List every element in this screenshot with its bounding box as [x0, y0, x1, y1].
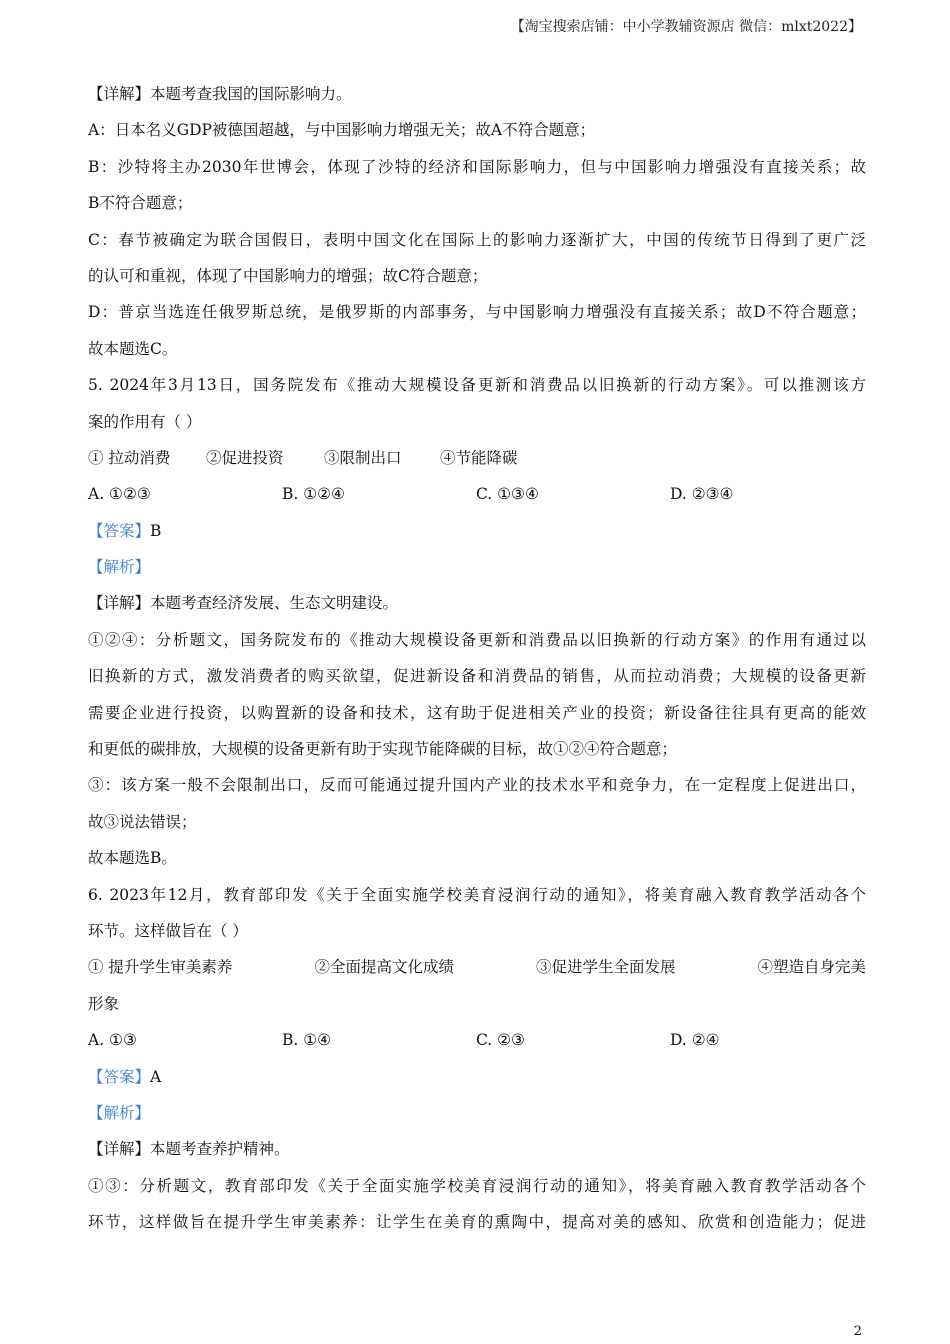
text-line: 【详解】本题考查养护精神。 [88, 1140, 290, 1159]
answer-choices [88, 1022, 866, 1058]
statement-option: ②全面提高文化成绩 [314, 958, 454, 977]
answer-label: 【答案】 [88, 521, 151, 540]
page-number: 2 [853, 1324, 862, 1339]
statement-option: ②促进投资 [206, 448, 284, 467]
text-line: B：沙特将主办2030年世博会，体现了沙特的经济和国际影响力，但与中国影响力增强没有直接关系；故 [88, 157, 866, 176]
answer-value: A [150, 1067, 162, 1086]
text-line: ①②④：分析题文，国务院发布的《推动大规模设备更新和消费品以旧换新的行动方案》的作用有通过以 [88, 630, 866, 649]
text-line: 旧换新的方式，激发消费者的购买欲望，促进新设备和消费品的销售，从而拉动消费；大规模的设备更新 [88, 667, 866, 686]
text-line: 【详解】本题考查经济发展、生态文明建设。 [88, 594, 399, 613]
text-line: 需要企业进行投资，以购置新的设备和技术，这有助于促进相关产业的投资；新设备往往具有更高的能效 [88, 703, 866, 722]
text-line: ①③：分析题文，教育部印发《关于全面实施学校美育浸润行动的通知》，将美育融入教育教学活动各个 [88, 1176, 866, 1195]
statement-option: ④节能降碳 [440, 448, 518, 467]
choice-a: A. ①②③ [88, 485, 151, 504]
choice-b: B. ①④ [282, 1031, 332, 1050]
text-line: B不符合题意； [88, 194, 193, 213]
text-line: 和更低的碳排放，大规模的设备更新有助于实现节能降碳的目标，故①②④符合题意； [88, 740, 678, 759]
text-line: C：春节被确定为联合国假日，表明中国文化在国际上的影响力逐渐扩大，中国的传统节日得到了更广泛 [88, 230, 866, 249]
answer-choices [88, 476, 866, 512]
question-stem: 5. 2024年3月13日，国务院发布《推动大规模设备更新和消费品以旧换新的行动方案》。可以推测该方 [88, 376, 866, 395]
text-line: 【详解】本题考查我国的国际影响力。 [88, 85, 352, 103]
question-stem: 6. 2023年12月，教育部印发《关于全面实施学校美育浸润行动的通知》，将美育融入教育教学活动各个 [88, 885, 866, 904]
statement-option: ③促进学生全面发展 [535, 958, 676, 977]
statement-option: ① 提升学生审美素养 [88, 958, 233, 977]
statement-options [88, 949, 866, 985]
text-line: 故本题选C。 [88, 339, 178, 358]
statement-option: ① 拉动消费 [88, 448, 171, 467]
choice-d: D. ②③④ [670, 485, 734, 504]
choice-b: B. ①②④ [282, 485, 345, 504]
analysis-label: 【解析】 [88, 1103, 151, 1122]
answer-label: 【答案】 [88, 1067, 151, 1086]
answer-line [88, 513, 866, 549]
analysis-label: 【解析】 [88, 558, 151, 577]
text-line: 的认可和重视，体现了中国影响力的增强；故C符合题意； [88, 266, 488, 285]
choice-a: A. ①③ [88, 1031, 137, 1050]
text-line: 故③说法错误； [88, 812, 197, 831]
question-6 [88, 877, 866, 1241]
answer-line [88, 1059, 866, 1095]
choice-c: C. ①③④ [476, 485, 539, 504]
text-line: D：普京当选连任俄罗斯总统，是俄罗斯的内部事务，与中国影响力增强没有直接关系；故D不符合题意； [88, 303, 866, 322]
text-line: ③：该方案一般不会限制出口，反而可能通过提升国内产业的技术水平和竞争力，在一定程度上促进出口， [88, 776, 866, 795]
q4-explanation [88, 76, 866, 367]
question-stem: 案的作用有（ ） [88, 412, 202, 431]
text-line: 环节，这样做旨在提升学生审美素养：让学生在美育的熏陶中，提高对美的感知、欣赏和创造能力；促进 [88, 1213, 866, 1232]
question-5 [88, 367, 866, 876]
choice-d: D. ②④ [670, 1031, 720, 1050]
page-header: 【淘宝搜索店铺：中小学教辅资源店 微信：mlxt2022】 [510, 19, 862, 35]
statement-options [88, 440, 866, 476]
choice-c: C. ②③ [476, 1031, 525, 1050]
answer-value: B [150, 521, 162, 540]
statement-option-continued: 形象 [88, 994, 120, 1013]
statement-option: ③限制出口 [324, 448, 402, 467]
text-line: 故本题选B。 [88, 849, 177, 868]
document-body [88, 76, 866, 1241]
question-stem: 环节。这样做旨在（ ） [88, 921, 248, 940]
statement-option: ④塑造自身完美 [757, 958, 866, 977]
text-line: A：日本名义GDP被德国超越，与中国影响力增强无关；故A不符合题意； [88, 121, 596, 140]
